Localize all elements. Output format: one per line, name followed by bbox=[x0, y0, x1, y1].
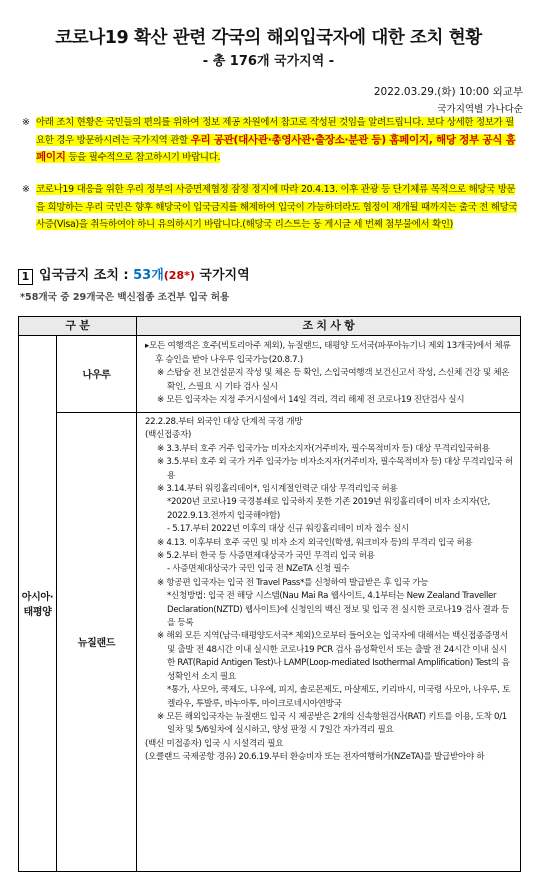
header-category: 구 분 bbox=[19, 317, 137, 336]
sort-note: 국가지역별 가나다순 bbox=[437, 104, 523, 115]
section-title: 입국금지 조치 : bbox=[39, 268, 134, 283]
detail-line: ※ 5.2.부터 한국 등 사증면제대상국가 국민 무격리 입국 허용 bbox=[157, 551, 375, 562]
detail-line: *통가, 사모아, 쿡제도, 니우에, 피지, 솔로몬제도, 마샬제도, 키리바시, 미국령 사모아, 나우루, 토켈라우, 투발루, 바누아투, 마이크로네시아연방국 bbox=[167, 685, 511, 709]
section-count: 53개 bbox=[133, 268, 164, 283]
detail-line: 22.2.28.부터 외국인 대상 단계적 국경 개방 bbox=[145, 416, 303, 427]
detail-line: ※ 3.3.부터 호주 거주 입국가능 비자소지자(거주비자, 필수목적비자 등) 대상 무격리입국허용 bbox=[157, 443, 490, 454]
detail-line: *2020년 코로나19 국경봉쇄로 입국하지 못한 기존 2019년 워킹홀리데이 비자 소지자(단, 2022.9.13.전까지 입국해야함) bbox=[167, 497, 491, 521]
detail-line: (백신 미접종자) 입국 시 시설격리 필요 bbox=[145, 738, 284, 749]
table-row bbox=[19, 336, 521, 413]
detail-line: ▸모든 여행객은 호주(빅토리아주 제외), 뉴질랜드, 태평양 도서국(파푸아뉴기니 제외 13개국)에서 체류 후 승인을 받아 나우루 입국가능(20.8.7.) bbox=[145, 341, 511, 365]
header-measures: 조 치 사 항 bbox=[137, 317, 521, 336]
detail-line: ※ 3.14.부터 워킹홀리데이*, 임시계절인력군 대상 무격리입국 허용 bbox=[157, 484, 398, 494]
section-heading bbox=[18, 264, 250, 285]
notice-mark: ※ bbox=[22, 184, 30, 195]
notice-2 bbox=[18, 181, 521, 234]
table-header-row bbox=[19, 317, 521, 336]
country-cell: 나우루 bbox=[57, 336, 137, 413]
page-title: 코로나19 확산 관련 각국의 해외입국자에 대한 조치 현황 bbox=[55, 28, 482, 48]
detail-line: - 5.17.부터 2022년 이후의 대상 신규 워킹홀리데이 비자 접수 실시 bbox=[167, 524, 409, 535]
detail-line: ※ 3.5.부터 호주 외 국가 거주 입국가능 비자소지자(거주비자, 필수목적비자 등) 대상 무격리입국 허용 bbox=[157, 457, 513, 481]
section-subnote: *58개국 중 29개국은 백신접종 조건부 입국 허용 bbox=[20, 292, 230, 303]
measures-table bbox=[18, 316, 521, 872]
notice-1 bbox=[18, 114, 521, 167]
region-cell: 아시아·태평양 bbox=[19, 336, 57, 872]
detail-cell bbox=[137, 412, 521, 871]
notice-1-part-1: 아래 조치 현황은 국민들의 편의를 위하여 정보 제공 차원에서 참고로 작성된 것임을 알려드립니다. 보다 상세한 정보가 필요한 경우 방문하시려는 국가지역 관할 bbox=[36, 117, 514, 146]
detail-line: (오클랜드 국제공항 경유) 20.6.19.부터 환승비자 또는 전자여행허가(NZeTA)를 발급받아야 하 bbox=[145, 752, 485, 763]
detail-line: ※ 모든 입국자는 지정 주거시설에서 14일 격리, 격리 해제 전 코로나19 진단검사 실시 bbox=[157, 395, 465, 406]
notice-1-highlight-links: 우리 공관(대사관·총영사관·출장소·분관 등) 홈페이지, 해당 정부 공식 홈페이지 bbox=[36, 133, 516, 163]
detail-line: ※ 항공편 입국자는 입국 전 Travel Pass*를 신청하여 발급받은 후 입국 가능 bbox=[157, 577, 429, 588]
table-row bbox=[19, 412, 521, 871]
detail-line: ※ 모든 해외입국자는 뉴질랜드 입국 시 제공받은 2개의 신속항원검사(RAT) 키트를 이용, 도착 0/1일차 및 5/6일차에 실시하고, 양성 판정 시 7일간 자가격리 필요 bbox=[157, 711, 507, 736]
detail-line: ※ 4.13. 이후부터 호주 국민 및 비자 소지 외국인(학생, 워크비자 등)의 무격리 입국 허용 bbox=[157, 537, 473, 548]
section-suffix: 국가지역 bbox=[194, 268, 250, 283]
notice-2-text: 코로나19 대응을 위한 우리 정부의 사증면제협정 잠정 정지에 따라 20.4.13. 이후 관광 등 단기체류 목적으로 해당국 방문을 희망하는 우리 국민은 향후 해당국이 입국금지를 해제하여 입국이 가능하더라도 협정이 재개될 때까지는 출국 전 해당국 사증(Visa)을 취득하여야 하니 유의하시기 바랍니다.(해당국 리스트는 동 게시글 세 번째 첨부물에서 확인) bbox=[36, 184, 518, 230]
notice-mark: ※ bbox=[22, 117, 30, 128]
detail-cell bbox=[137, 336, 521, 413]
detail-line: ※ 스탑슝 전 보건설문지 작성 및 체온 등 확인, 스입국여행객 보건신고서 작성, 스신체 건강 및 체온 확인, 스필요 시 기타 검사 실시 bbox=[157, 368, 510, 392]
detail-line: ※ 해외 모든 지역(남극·태평양도서국* 제외)으로부터 들어오는 입국자에 대해서는 백신접종증명서 및 출발 전 48시간 이내 실시한 코로나19 PCR 검사 음성확인서 또는 출발 전 24시간 이내 실시한 RAT(Rapid Antigen Test)나 LAMP(Loop-mediated Isothermal Amplification) Test의 음성확인서 소지 필요 bbox=[157, 631, 510, 682]
detail-line: - 사증면제대상국가 국민 입국 전 NZeTA 신청 필수 bbox=[167, 564, 350, 575]
publish-date: 2022.03.29.(화) 10:00 외교부 bbox=[373, 86, 523, 98]
country-cell: 뉴질랜드 bbox=[57, 412, 137, 871]
detail-line: (백신접종자) bbox=[145, 430, 192, 441]
page-subtitle: - 총 176개 국가지역 - bbox=[202, 54, 335, 69]
detail-line: *신청방법: 입국 전 해당 시스템(Nau Mai Ra 웹사이트, 4.1부터는 New Zealand Traveller Declaration(NZTD) 웹사이트)에 신청인의 백신 정보 및 입국 전 실시한 코로나19 검사 결과 등을 등록 bbox=[167, 591, 509, 629]
section-number-box: 1 bbox=[18, 269, 33, 285]
section-star-count: (28*) bbox=[163, 269, 195, 282]
notice-1-part-3: 등을 필수적으로 참고하시기 바랍니다. bbox=[65, 152, 221, 163]
